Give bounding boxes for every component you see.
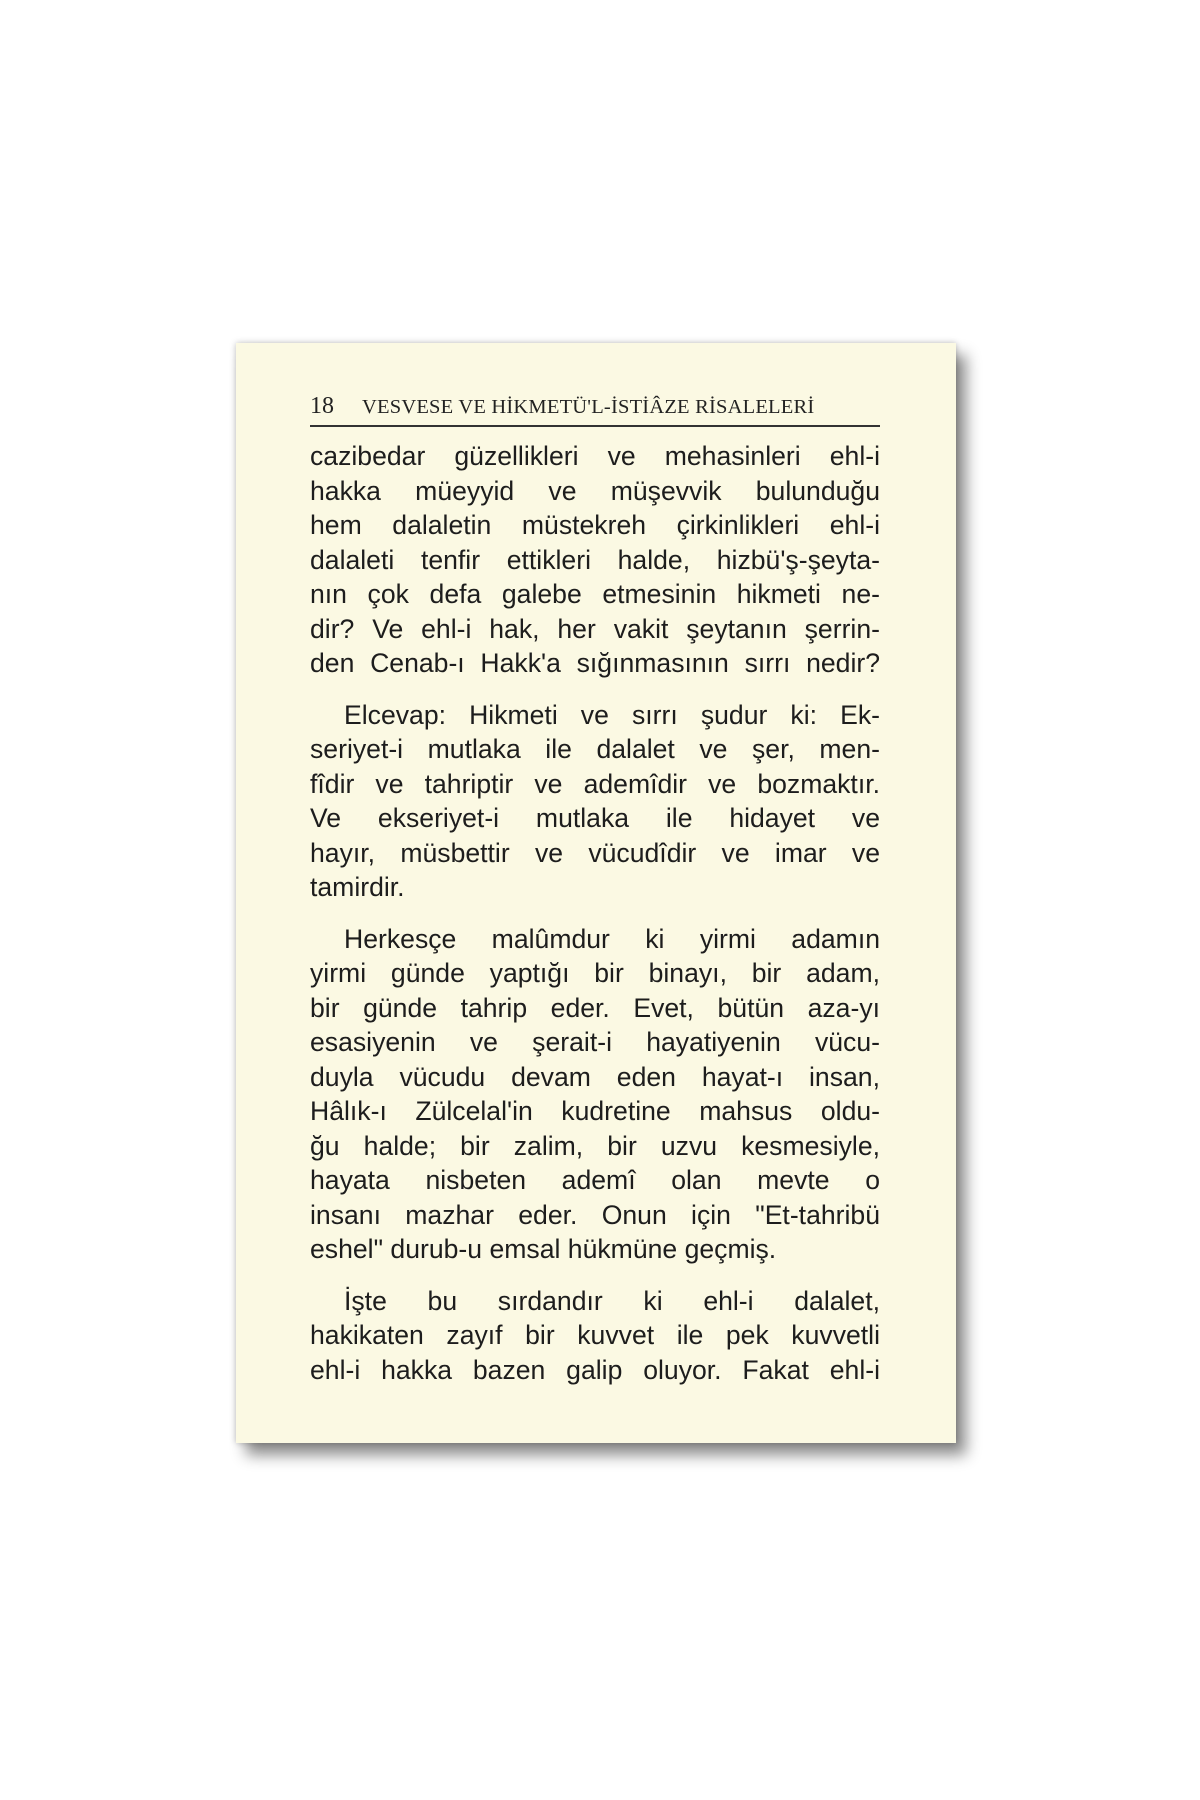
- text-line: ğu halde; bir zalim, bir uzvu kesmesiyle,: [310, 1130, 880, 1161]
- text-line: yirmi günde yaptığı bir binayı, bir adam,: [310, 958, 880, 988]
- book-page: [236, 343, 956, 1443]
- text-line: İşte bu sırdandır ki ehl-i dalalet,: [344, 1285, 880, 1316]
- text-line: hem dalaletin müstekreh çirkinlikleri ehl-i: [310, 510, 880, 540]
- text-line: ehl-i hakka bazen galip oluyor. Fakat ehl-i: [310, 1354, 880, 1385]
- text-line: eshel" durub-u emsal hükmüne geçmiş.: [310, 1234, 777, 1264]
- text-line: seriyet-i mutlaka ile dalalet ve şer, men-: [310, 734, 880, 764]
- text-line: fîdir ve tahriptir ve ademîdir ve bozmaktır.: [310, 768, 880, 799]
- running-header-title: VESVESE VE HİKMETÜ'L-İSTİÂZE RİSALELERİ: [362, 396, 815, 418]
- paragraph-4: [310, 1284, 880, 1388]
- paragraph-3: [310, 922, 880, 1267]
- text-line: Herkesçe malûmdur ki yirmi adamın: [344, 923, 880, 954]
- text-line: dir? Ve ehl-i hak, her vakit şeytanın şerrin-: [310, 613, 880, 644]
- text-line: nın çok defa galebe etmesinin hikmeti ne-: [310, 579, 880, 609]
- text-line: hakka müeyyid ve müşevvik bulunduğu: [310, 475, 880, 506]
- text-line: dalaleti tenfir ettikleri halde, hizbü'ş-şeyta-: [310, 544, 880, 575]
- text-line: Hâlık-ı Zülcelal'in kudretine mahsus oldu-: [310, 1096, 880, 1126]
- paragraph-2: [310, 698, 880, 905]
- text-line: insanı mazhar eder. Onun için "Et-tahribü: [310, 1199, 880, 1230]
- text-line: hakikaten zayıf bir kuvvet ile pek kuvvetli: [310, 1320, 880, 1350]
- text-line: Ve ekseriyet-i mutlaka ile hidayet ve: [310, 803, 880, 833]
- text-line: cazibedar güzellikleri ve mehasinleri ehl-i: [310, 441, 880, 471]
- text-line: hayata nisbeten ademî olan mevte o: [310, 1165, 880, 1195]
- paragraph-1: [310, 439, 880, 681]
- page-number: 18: [310, 393, 334, 419]
- text-line: esasiyenin ve şerait-i hayatiyenin vücu-: [310, 1027, 880, 1057]
- text-line: tamirdir.: [310, 872, 405, 902]
- running-header: [310, 393, 880, 427]
- page-body: [310, 439, 880, 1387]
- text-line: Elcevap: Hikmeti ve sırrı şudur ki: Ek-: [344, 699, 880, 730]
- text-line: bir günde tahrip eder. Evet, bütün aza-yı: [310, 992, 880, 1023]
- text-line: hayır, müsbettir ve vücudîdir ve imar ve: [310, 837, 880, 868]
- text-line: den Cenab-ı Hakk'a sığınmasının sırrı nedir?: [310, 648, 880, 678]
- text-line: duyla vücudu devam eden hayat-ı insan,: [310, 1061, 880, 1092]
